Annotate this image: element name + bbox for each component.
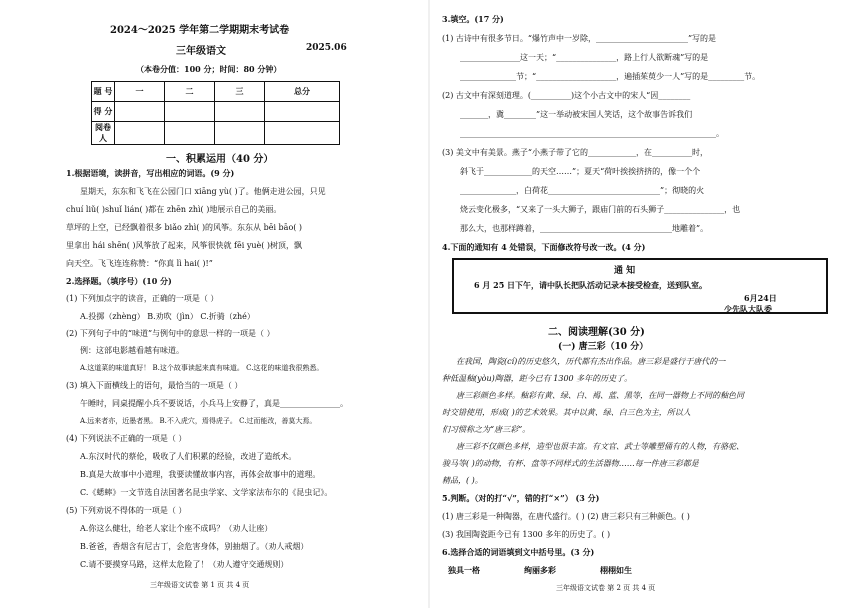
exam-page-left [0, 0, 428, 608]
q4-stem: 4.下面的通知有 4 处错误，下面修改符号改一改。(4 分) [442, 242, 646, 252]
score-header-row [92, 82, 340, 102]
q6-stem: 6.选择合适的词语填到文中括号里。(3 分) [442, 547, 595, 557]
q3-line: (1) 古诗中有很多节日。“爆竹声中一岁除，_______________________”写的是 [442, 34, 717, 43]
q2-item: 例：这部电影越看越有味道。 [80, 346, 184, 355]
q2-item: C.请不要摸穿马路，这样太危险了！（劝人遵守交通规则） [80, 560, 289, 569]
score-cell [165, 122, 215, 145]
q3-line: 斜飞于____________的天空……”；夏天“荷叶挨挨挤挤的，像一个个 [460, 167, 701, 176]
q3-line: _______，冀________”这一举动被宋国人笑话，这个故事告诉我们 [460, 110, 693, 119]
q3-line: (3) 美文中有美景。燕子“小燕子带了它的____________，在__________时， [442, 148, 708, 157]
q1-stem: 1.根据语境，读拼音，写出相应的词语。(9 分) [66, 168, 235, 178]
passage-line: 种低温釉(yòu)陶器，距今已有 1300 多年的历史了。 [442, 374, 633, 383]
q2-item: A.投掷（zhèng） B.劝吹（jìn） C.折骑（zhé） [80, 312, 255, 321]
section1-title: 一、积累运用（40 分） [166, 154, 274, 165]
passage-line: 在我国，陶瓷(cí)的历史悠久，历代都有杰出作品。唐三彩是盛行于唐代的一 [456, 357, 726, 366]
score-cell [115, 102, 165, 122]
page-footer: 三年级语文试卷 第 2 页 共 4 页 [556, 584, 656, 592]
q2-item: B.真是大故事中小道理，我要读懂故事内容，再体会故事中的道理。 [80, 470, 321, 479]
score-table [91, 81, 340, 145]
q1-line: 星期天，东东和飞飞在公园门口 xiāng yù( )了。他俩走进公园，只见 [80, 187, 326, 196]
notice-title: 通 知 [614, 266, 636, 276]
score-cell [215, 122, 265, 145]
score-row-label: 得 分 [92, 102, 115, 122]
q3-line: 烧云变化极多，“又来了一头大狮子，跟庙门前的石头狮子_______________，也 [460, 205, 741, 214]
q5-item: (1) 唐三彩是一种陶器，在唐代盛行。( ) (2) 唐三彩只有三种颜色。( ) [442, 512, 690, 521]
score-cell [115, 122, 165, 145]
score-header-cell: 二 [165, 82, 215, 102]
grader-row [92, 122, 340, 145]
q2-stem: 2.选择题。（填序号）(10 分) [66, 276, 172, 286]
q1-line: chuí liǔ( )shuǐ lián( )都在 zhēn zhì( )地展示自己的美丽。 [66, 205, 282, 214]
q1-line: 向天空。飞飞连连称赞：“你真 lì hai( )!” [66, 259, 213, 268]
score-cell [265, 102, 340, 122]
notice-box [452, 258, 828, 314]
page-footer: 三年级语文试卷 第 1 页 共 4 页 [150, 581, 250, 589]
q2-item: (4) 下列说法不正确的一项是（ ） [66, 434, 187, 443]
q1-line: 里拿出 hái shēn( )风筝放了起来，风筝很快就 fēi yuè( )树顶，飘 [66, 241, 303, 250]
passage-line: 时交错使用，形成( )的艺术效果。其中以黄、绿、白三色为主，所以人 [442, 408, 691, 417]
q3-line: ______________，白荷花____________________________”；彻晓的火 [460, 186, 705, 195]
q2-item: 午睡时，同桌提醒小兵不要说话，小兵马上安静了，真是_______________。 [80, 399, 348, 408]
q6-option: 独具一格 [448, 565, 480, 575]
q2-item: (3) 填入下面横线上的语句，最恰当的一项是（ ） [66, 381, 243, 390]
score-row [92, 102, 340, 122]
q2-item: C.《蟋蟀》一文节选自法国著名昆虫学家、文学家法布尔的《昆虫记》。 [80, 488, 333, 497]
q2-item: B.爸爸，香烟含有尼古丁，会危害身体，别抽烟了。（劝人戒烟） [80, 542, 309, 551]
passage-title: (一) 唐三彩（10 分） [558, 342, 649, 352]
q2-item: A.东汉时代的蔡伦，吸收了人们积累的经验，改进了造纸术。 [80, 452, 297, 461]
q2-item: (2) 下列句子中的“味道”与例句中的意思一样的一项是（ ） [66, 329, 275, 338]
q2-item: (5) 下列劝说不得体的一项是（ ） [66, 506, 187, 515]
q1-line: 草坪的上空，已经飘着很多 biǎo zhì( )的风筝。东东从 bēi bāo( ) [66, 223, 303, 232]
notice-date: 6月24日 [744, 293, 777, 303]
q6-option: 绚丽多彩 [524, 565, 556, 575]
q3-line: _______________这一天；“_______________，路上行人欲断魂”写的是 [460, 53, 709, 62]
score-header-cell: 三 [215, 82, 265, 102]
score-cell [215, 102, 265, 122]
score-header-cell: 一 [115, 82, 165, 102]
q5-item: (3) 我国陶瓷距今已有 1300 多年的历史了。( ) [442, 530, 611, 539]
q2-item: A.远来者亦，近墨者黑。 B.不入虎穴，焉得虎子。 C.过而能改，善莫大焉。 [80, 417, 317, 425]
q3-line: ________________________________________________________________。 [460, 129, 724, 138]
q3-line: (2) 古文中有深刻道理。(__________)这个小古文中的宋人“因________ [442, 91, 691, 100]
q5-stem: 5.判断。（对的打“√”，错的打“×”） (3 分) [442, 493, 600, 503]
exam-page-right [430, 0, 860, 608]
section2-title: 二、阅读理解(30 分) [548, 327, 645, 338]
q2-item: A.这道菜的味道真好！ B.这个故事读起来真有味道。 C.这花的味道我很熟悉。 [80, 364, 324, 372]
q2-item: (1) 下列加点字的读音，正确的一项是（ ） [66, 294, 219, 303]
q3-stem: 3.填空。(17 分) [442, 14, 504, 24]
passage-line: 唐三彩不仅颜色多样，造型也很丰富。有文官、武士等雕塑俑有的人物，有骆驼、 [456, 442, 744, 451]
passage-line: 骏马等( )的动物，有杯、盘等不同样式的生活器物……每一件唐三彩都是 [442, 459, 699, 468]
exam-meta: （本卷分值：100 分；时间：80 分钟） [136, 64, 282, 74]
q3-line: ______________节；“____________________，遍插茱萸少一人”写的是_________节。 [460, 72, 761, 81]
score-cell [165, 102, 215, 122]
q3-line: 那么大，也那样蹲着，_________________________________地雕着”。 [460, 224, 709, 233]
passage-line: 精品，( )。 [442, 476, 483, 485]
notice-signature: 少先队大队委 [724, 304, 772, 314]
notice-body: 6 月 25 日下午，请中队长把队活动记录本接受检查，送到队室。 [474, 280, 708, 290]
q2-item: A.你这么健壮，给老人家让个座不成吗？（劝人让座） [80, 524, 273, 533]
score-row-label: 阅卷人 [92, 122, 115, 145]
passage-line: 们习惯称之为“唐三彩”。 [442, 425, 531, 434]
exam-date: 2025.06 [306, 43, 347, 53]
exam-subject: 三年级语文 [176, 46, 226, 57]
score-header-cell: 总分 [265, 82, 340, 102]
q6-option: 栩栩如生 [600, 565, 632, 575]
exam-title: 2024～2025 学年第二学期期末考试卷 [110, 25, 290, 36]
score-cell [265, 122, 340, 145]
passage-line: 唐三彩颜色多样。釉彩有黄、绿、白、褐、蓝、黑等，在同一器物上不同的釉色同 [456, 391, 744, 400]
score-header-cell: 题 号 [92, 82, 115, 102]
